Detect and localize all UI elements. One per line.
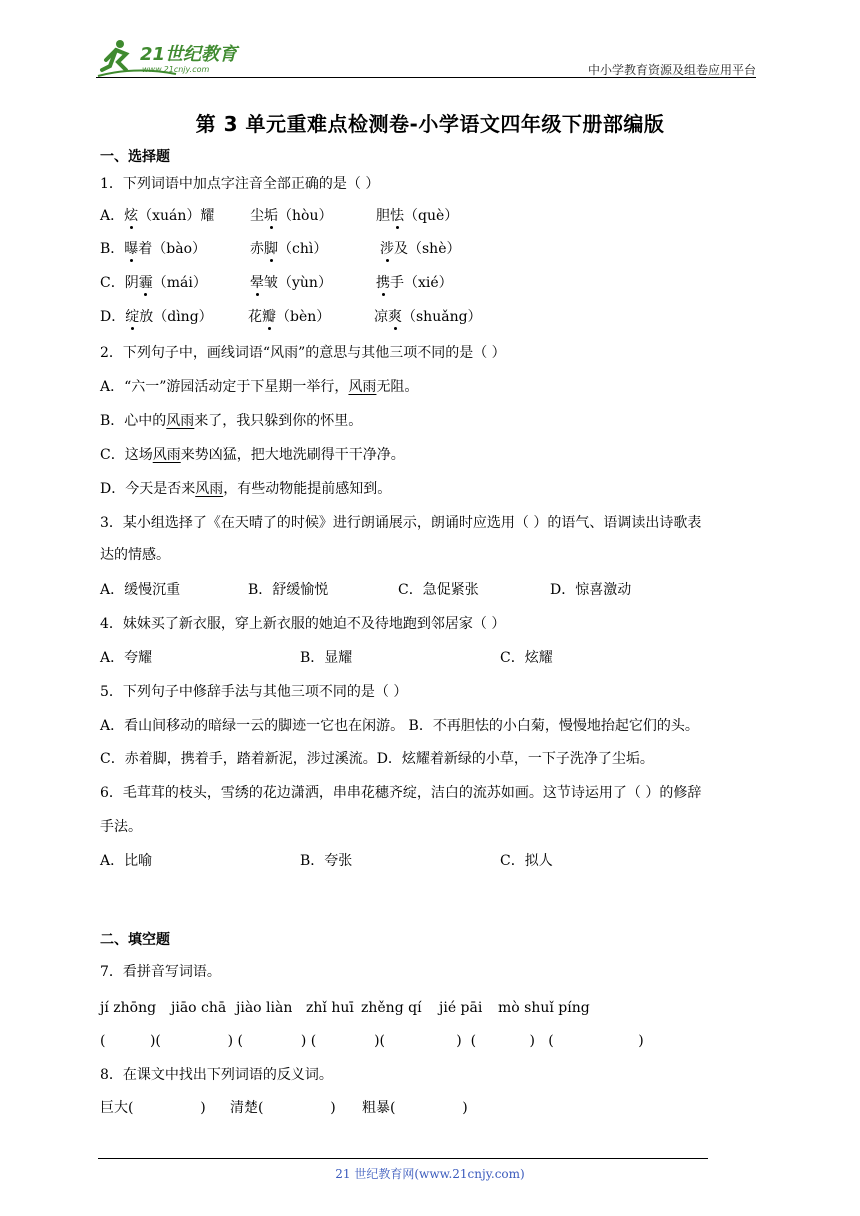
q4-option-c: C．炫耀 bbox=[500, 650, 553, 666]
q1-option-d-word3: 凉爽（shuǎng） bbox=[374, 309, 482, 325]
antonym-item: 巨大( ) bbox=[100, 1100, 206, 1116]
logo-url: www.21cnjy.com bbox=[142, 65, 210, 74]
q5-options-cd: C．赤着脚，携着手，踏着新泥，涉过溪流。D．炫耀着新绿的小草，一下子洗净了尘垢。 bbox=[100, 751, 654, 767]
q1-option-a-word3: 胆怯（què） bbox=[376, 208, 459, 224]
q1-option-a-word2: 尘垢（hòu） bbox=[250, 208, 333, 224]
question-6-stem-line2: 手法。 bbox=[100, 819, 142, 835]
antonym-item: 清楚( ) bbox=[230, 1100, 336, 1116]
q4-option-a: A．夸耀 bbox=[100, 650, 153, 666]
q6-option-a: A．比喻 bbox=[100, 853, 153, 869]
question-6-stem-line1: 6．毛茸茸的枝头，雪绣的花边潇洒，串串花穗齐绽，洁白的流苏如画。这节诗运用了（ ）的修辞 bbox=[100, 785, 702, 801]
q2-option-c: C．这场风雨来势凶猛，把大地洗刷得干干净净。 bbox=[100, 447, 405, 463]
pinyin-item: jié pāi bbox=[439, 1000, 483, 1016]
site-logo bbox=[96, 36, 266, 82]
question-8-stem: 8．在课文中找出下列词语的反义词。 bbox=[100, 1067, 333, 1083]
pinyin-item: jí zhōng bbox=[100, 1000, 157, 1016]
question-2-stem: 2．下列句子中，画线词语“风雨”的意思与其他三项不同的是（ ） bbox=[100, 345, 506, 361]
runner-logo-icon bbox=[96, 36, 266, 82]
pinyin-item: zhěng qí bbox=[361, 1000, 422, 1016]
q2-option-b: B．心中的风雨来了，我只躲到你的怀里。 bbox=[100, 413, 363, 429]
footer-divider bbox=[98, 1158, 708, 1159]
question-7-stem: 7．看拼音写词语。 bbox=[100, 964, 221, 980]
q1-option-b: B．曝着（bào） bbox=[100, 241, 207, 257]
question-3-stem-line2: 达的情感。 bbox=[100, 547, 170, 563]
q6-option-b: B．夸张 bbox=[300, 853, 353, 869]
q2-option-a: A．“六一”游园活动定于下星期一举行，风雨无阻。 bbox=[100, 379, 419, 395]
antonym-item: 粗暴( ) bbox=[362, 1100, 468, 1116]
question-5-stem: 5．下列句子中修辞手法与其他三项不同的是（ ） bbox=[100, 684, 408, 700]
pinyin-item: jiāo chā bbox=[171, 1000, 227, 1016]
q5-options-ab: A．看山间移动的暗绿一云的脚迹一它也在闲游。 B．不再胆怯的小白菊，慢慢地抬起它们的头。 bbox=[100, 718, 699, 734]
pinyin-item: mò shuǐ píng bbox=[498, 1000, 590, 1016]
pinyin-item: zhǐ huī bbox=[306, 1000, 354, 1016]
question-3-stem-line1: 3．某小组选择了《在天晴了的时候》进行朗诵展示，朗诵时应选用（ ）的语气、语调读出诗歌表 bbox=[100, 515, 702, 531]
logo-text: 21世纪教育 bbox=[140, 44, 238, 65]
q3-option-d: D．惊喜激动 bbox=[550, 582, 632, 598]
platform-name: 中小学教育资源及组卷应用平台 bbox=[587, 63, 756, 77]
q2-option-d: D．今天是否来风雨，有些动物能提前感知到。 bbox=[100, 481, 392, 497]
page-title: 第 3 单元重难点检测卷-小学语文四年级下册部编版 bbox=[195, 112, 665, 136]
q3-option-b: B．舒缓愉悦 bbox=[248, 582, 329, 598]
q1-option-c: C．阴霾（mái） bbox=[100, 275, 207, 291]
q4-option-b: B．显耀 bbox=[300, 650, 353, 666]
q1-option-d: D．绽放（dìng） bbox=[100, 309, 213, 325]
question-4-stem: 4．妹妹买了新衣服，穿上新衣服的她迫不及待地跑到邻居家（ ） bbox=[100, 616, 506, 632]
pinyin-item: jiào liàn bbox=[236, 1000, 293, 1016]
q1-option-c-word3: 携手（xié） bbox=[376, 275, 453, 291]
q1-option-b-word3: 涉及（shè） bbox=[380, 241, 461, 257]
section-heading-choice: 一、选择题 bbox=[100, 149, 170, 165]
question-1-stem: 1．下列词语中加点字注音全部正确的是（ ） bbox=[100, 176, 380, 192]
q6-option-c: C．拟人 bbox=[500, 853, 553, 869]
q1-option-d-word2: 花瓣（bèn） bbox=[248, 309, 331, 325]
q1-option-c-word2: 晕皱（yùn） bbox=[250, 275, 332, 291]
header-divider bbox=[96, 77, 756, 78]
q3-option-a: A．缓慢沉重 bbox=[100, 582, 181, 598]
footer-link[interactable]: 21 世纪教育网(www.21cnjy.com) bbox=[335, 1167, 525, 1181]
q1-option-a: A．炫（xuán）耀 bbox=[100, 208, 215, 224]
q1-option-b-word2: 赤脚（chì） bbox=[250, 241, 328, 257]
section-heading-fill: 二、填空题 bbox=[100, 932, 170, 948]
answer-blanks: ( )( ) ( ) ( )( ) ( ) ( ) bbox=[100, 1033, 644, 1049]
q3-option-c: C．急促紧张 bbox=[398, 582, 479, 598]
